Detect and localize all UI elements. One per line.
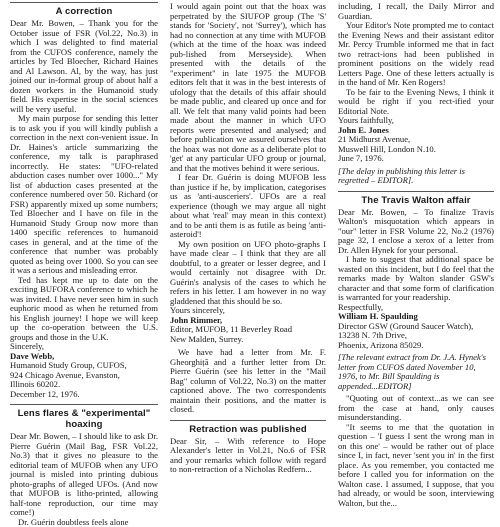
signature-block xyxy=(170,306,326,344)
letter-paragraph: To be fair to the Evening News, I think it would be right if you rect-ified your Editorial Note. xyxy=(338,88,494,117)
editor-note: [The delay in publishing this letter is regretted – EDITOR]. xyxy=(338,167,494,186)
quoted-paragraph: "Quoting out of context...as we can see from the case at hand, only causes misunderstanding. xyxy=(338,394,494,423)
signature-name: John E. Jones xyxy=(338,126,494,136)
heading-lens-flares: Lens flares & "experimental" hoaxing xyxy=(10,408,158,430)
address-line: 21 Midhurst Avenue, xyxy=(338,135,494,145)
letter-paragraph: My main purpose for sending this letter is to ask you if you will kindly publish a correction in the next con-venient issue. In Dr. Haines's article summarizing the conference, my talk is paraphrased incorrectly. He states: "UFO-related abduction cases number over 1000..." My list of abduction cases presented at the conference numbered over 50. Richard (or FSR) apparently mixed up some numbers; Ted Bloecher and I have on file in the Humanoid Study Group now more than 1400 specific references to humanoid cases in general, and at the time of the conference that number was probably quoted as being over 1000. So you can see it was a serious and misleading error. xyxy=(10,114,158,276)
sign-off: Yours sincerely, xyxy=(170,306,326,316)
signature-block xyxy=(338,116,494,164)
editor-note: [The relevant extract from Dr. J.A. Hynek's letter from CUFOS dated November 10, 1976, to Mr. Bill Spaulding is appended...EDITOR] xyxy=(338,353,494,391)
address-line: Director GSW (Ground Saucer Watch), xyxy=(338,322,494,332)
sign-off: Sincerely, xyxy=(10,342,158,352)
address-line: Humanoid Study Group, CUFOS, xyxy=(10,361,158,371)
signature-name: John Rimmer, xyxy=(170,316,326,326)
address-line: 924 Chicago Avenue, Evanston, xyxy=(10,371,158,381)
letter-paragraph: Your Editor's Note prompted me to contact the Evening News and their assistant editor Mr. Percy Trumble informed me that in fact two retract-ions had been published in prominent positions on the widely read Letters Page. One of these letters actually is in the hand of Mr. Ken Rogers! xyxy=(338,21,494,88)
letter-paragraph: Dear Mr. Bowen, – Thank you for the October issue of FSR (Vol.22, No.3) in which I was delighted to find material from the CUFOS conference, namely the articles by Ted Bloecher, Richard Haines and Al Lawson. Al, by the way, has just joined our in-formal group of about half a dozen workers in the Humanoid study field. His expertise in the social sciences will be very useful. xyxy=(10,19,158,114)
letter-paragraph: I would again point out that the hoax was perpetrated by the SIUFOP group (The 'S' stands for 'Society', not 'Surrey'), which has had no connection at any time with MUFOB (which at the time of the hoax was indeed pub-lished from Merseyside). When presented with the details of the "experiment" in late 1975 the MUFOB editors felt that it was in the best interests of ufology that the details of this affair should be made public, and cleared up once and for all. We felt that many valid points had been made about the manner in which UFO reports were presented and analysed; and before publication we assured ourselves that the hoax was not done as a deliberate plot to 'get' at any particular UFO group or journal, and that the motives behind it were serious. xyxy=(170,2,326,173)
address-line: Illinois 60202. xyxy=(10,380,158,390)
divider xyxy=(338,191,494,192)
editor-paragraph: We have had a letter from Mr. F. Gheorghiță and a further letter from Dr. Pierre Guérin (see his letter in the "Mail Bag" column of Vol.22, No.3) on the matter captioned above. The two correspondents maintain their positions, and the matter is closed. xyxy=(170,348,326,415)
heading-travis-walton: The Travis Walton affair xyxy=(338,195,494,206)
column-middle xyxy=(170,2,326,527)
address-line: Phoenix, Arizona 85029. xyxy=(338,341,494,351)
sign-off: Respectfully, xyxy=(338,303,494,313)
letter-paragraph: Ted has kept me up to date on the exciting BUFORA conference to which he was invited. I have never seen him in such euphoric mood as when he returned from his English journey! I hope we will keep up the co-operation between the U.S. groups and those in the U.K. xyxy=(10,276,158,343)
signature-name: Dave Webb, xyxy=(10,352,158,362)
letters-columns xyxy=(10,2,492,500)
letter-paragraph: I fear Dr. Guérin is doing MUFOB less than justice if he, by implication, categorises us as 'anti-ausceriers'. UFOs are a real experience (though we may argue all night about what 'real' may mean in this context) and to be anti them is as futile as being 'anti-asteroid'! xyxy=(170,173,326,240)
letter-paragraph: Dear Sir, – With reference to Hope Alexander's letter in Vol.21, No.6 of FSR and your remarks which follow with regard to non-retraction of a Nicholas Redfern... xyxy=(170,437,326,475)
letter-paragraph: I hate to suggest that additional space be wasted on this incident, but I do feel that the remarks made by Walton slander GSW's character and that some form of clarification is warranted for your readership. xyxy=(338,255,494,303)
sign-off: Yours faithfully, xyxy=(338,116,494,126)
date-line: December 12, 1976. xyxy=(10,390,158,400)
quoted-paragraph: "It seems to me that the quotation in question – 'I guess I sent the wrong man in on this one' – would be rather out of place since I, in fact, never 'sent you in' in the first place. As you remember, you contacted me before I called you for information on the Walton case. I assumed, I suppose, that you had already, or would be soon, interviewing Walton, but the... xyxy=(338,423,494,509)
divider xyxy=(10,404,158,405)
column-right xyxy=(338,2,494,527)
signature-block xyxy=(10,342,158,399)
signature-name: William H. Spaulding xyxy=(338,312,494,322)
column-left xyxy=(10,2,158,527)
address-line: New Malden, Surrey. xyxy=(170,335,326,345)
address-line: Editor, MUFOB, 11 Beverley Road xyxy=(170,325,326,335)
divider xyxy=(170,420,326,421)
heading-retraction: Retraction was published xyxy=(170,424,326,435)
letter-paragraph: Dr. Guérin doubtless feels alone xyxy=(10,518,158,527)
letter-paragraph: including, I recall, the Daily Mirror and Guardian. xyxy=(338,2,494,21)
address-line: Muswell Hill, London N.10. xyxy=(338,145,494,155)
divider xyxy=(10,2,158,3)
letter-paragraph: Dear Mr. Bowen, – To finalize Travis Walton's misquotation which appears in "our" letter in FSR Volume 22, No.2 (1976) page 32, I enclose a xerox of a letter from Dr. Allen Hynek for your personal. xyxy=(338,208,494,256)
letter-paragraph: My own position on UFO photo-graphs I have made clear – I think that they are all doubtful, to a greater or lesser degree, and I would certainly not disagree with Dr. Guérin's analysis of the cases to which he refers in his letter. I am however in no way gladdened that this should be so. xyxy=(170,240,326,307)
signature-block xyxy=(338,303,494,351)
date-line: June 7, 1976. xyxy=(338,154,494,164)
letter-paragraph: Dear Mr. Bowen, – I should like to ask Dr. Pierre Guérin (Mail Bag, FSR Vol.22, No.3) that it gives no pleasure to the editorial team of MUFOB when any UFO journal is misled into printing dubious photo-graphs of alleged UFOs. (And now that MUFOB is litho-printed, allowing half-tone reproduction, our time may come!) xyxy=(10,432,158,518)
address-line: 13238 N. 7th Drive, xyxy=(338,331,494,341)
heading-a-correction: A correction xyxy=(10,6,158,17)
